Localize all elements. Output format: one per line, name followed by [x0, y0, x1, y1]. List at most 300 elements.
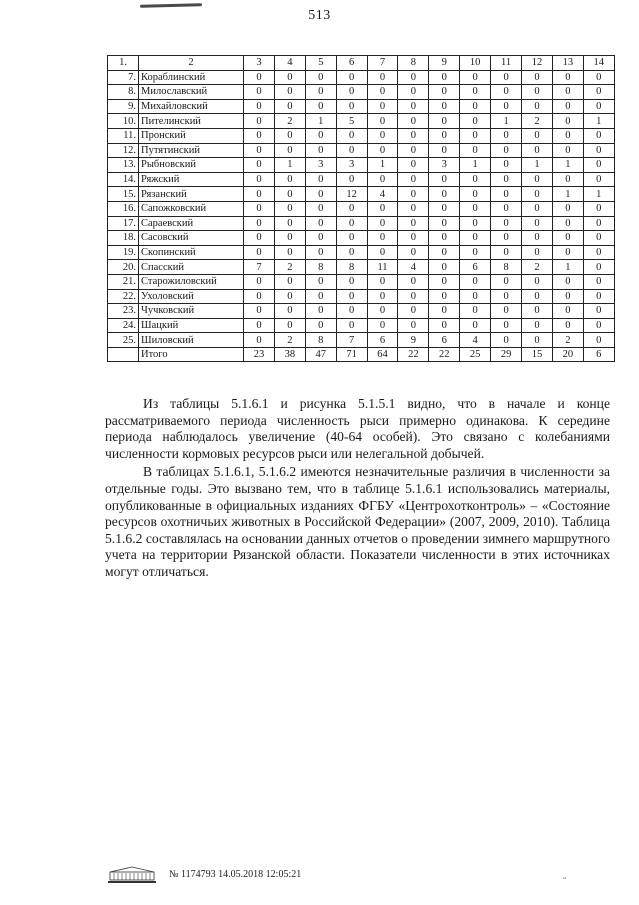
value-cell: 0	[274, 274, 305, 289]
value-cell: 0	[491, 333, 522, 348]
value-cell: 0	[491, 143, 522, 158]
value-cell: 0	[429, 216, 460, 231]
table-row	[108, 158, 615, 173]
value-cell: 0	[244, 201, 275, 216]
value-cell: 0	[305, 128, 336, 143]
table-row	[108, 231, 615, 246]
value-cell: 1	[552, 260, 583, 275]
page-number: 513	[308, 8, 331, 23]
value-cell: 0	[460, 128, 491, 143]
value-cell: 1	[367, 158, 398, 173]
value-cell: 22	[398, 347, 429, 362]
value-cell: 0	[336, 85, 367, 100]
value-cell: 0	[274, 70, 305, 85]
value-cell: 0	[367, 99, 398, 114]
row-number-cell: 24.	[108, 318, 139, 333]
value-cell: 0	[522, 318, 553, 333]
value-cell: 0	[274, 318, 305, 333]
value-cell: 0	[522, 128, 553, 143]
value-cell: 0	[398, 114, 429, 129]
value-cell: 20	[552, 347, 583, 362]
value-cell: 0	[244, 70, 275, 85]
value-cell: 0	[429, 114, 460, 129]
value-cell: 0	[552, 172, 583, 187]
value-cell: 0	[552, 128, 583, 143]
value-cell: 0	[244, 143, 275, 158]
value-cell: 0	[244, 245, 275, 260]
value-cell: 0	[244, 231, 275, 246]
value-cell: 1	[274, 158, 305, 173]
value-cell: 0	[305, 143, 336, 158]
value-cell: 0	[552, 231, 583, 246]
value-cell: 1	[552, 158, 583, 173]
value-cell: 0	[552, 99, 583, 114]
table-row	[108, 216, 615, 231]
table-row	[108, 318, 615, 333]
value-cell: 0	[305, 99, 336, 114]
table-row	[108, 260, 615, 275]
value-cell: 0	[429, 128, 460, 143]
value-cell: 0	[429, 172, 460, 187]
value-cell: 0	[398, 318, 429, 333]
table-body	[108, 56, 615, 362]
value-cell: 0	[244, 318, 275, 333]
value-cell: 0	[522, 85, 553, 100]
table-row	[108, 143, 615, 158]
value-cell: 0	[491, 274, 522, 289]
district-name-cell: Шиловский	[139, 333, 244, 348]
value-cell: 0	[522, 99, 553, 114]
header-cell: 14	[583, 56, 614, 71]
value-cell: 0	[460, 245, 491, 260]
value-cell: 0	[305, 274, 336, 289]
value-cell: 0	[244, 158, 275, 173]
value-cell: 0	[552, 318, 583, 333]
value-cell: 0	[274, 245, 305, 260]
district-name-cell: Сапожковский	[139, 201, 244, 216]
row-number-cell: 20.	[108, 260, 139, 275]
value-cell: 0	[583, 85, 614, 100]
value-cell: 0	[305, 289, 336, 304]
value-cell: 0	[522, 289, 553, 304]
corner-mark: ᵕ	[563, 873, 567, 885]
value-cell: 0	[398, 274, 429, 289]
value-cell: 0	[491, 187, 522, 202]
value-cell: 0	[522, 187, 553, 202]
value-cell: 0	[336, 201, 367, 216]
value-cell: 0	[336, 318, 367, 333]
value-cell: 0	[491, 245, 522, 260]
row-number-cell: 8.	[108, 85, 139, 100]
value-cell: 7	[244, 260, 275, 275]
value-cell: 0	[552, 245, 583, 260]
value-cell: 0	[522, 304, 553, 319]
value-cell: 4	[460, 333, 491, 348]
value-cell: 0	[460, 70, 491, 85]
value-cell: 0	[491, 85, 522, 100]
district-name-cell: Сасовский	[139, 231, 244, 246]
value-cell: 0	[583, 274, 614, 289]
value-cell: 0	[460, 304, 491, 319]
header-cell: 7	[367, 56, 398, 71]
value-cell: 0	[552, 216, 583, 231]
value-cell: 0	[244, 128, 275, 143]
value-cell: 0	[305, 216, 336, 231]
value-cell: 71	[336, 347, 367, 362]
paragraph: В таблицах 5.1.6.1, 5.1.6.2 имеются незначительные различия в численности за отдельные годы. Это вызвано тем, что в таблице 5.1.6.1 использовались материалы, опубликованные в официальных изданиях ФГБУ «Центрохотконтроль» – «Состояние ресурсов охотничьих животных в Российской Федерации» (2007, 2009, 2010). Таблица 5.1.6.2 составлялась на основании данных отчетов о проведении зимнего маршрутного учета на территории Рязанской области. Показатели численности в этих источниках могут отличаться.	[105, 464, 610, 579]
value-cell: 0	[522, 274, 553, 289]
district-name-cell: Пителинский	[139, 114, 244, 129]
value-cell: 0	[274, 216, 305, 231]
value-cell: 0	[460, 85, 491, 100]
value-cell: 0	[274, 201, 305, 216]
value-cell: 0	[460, 99, 491, 114]
value-cell: 0	[429, 289, 460, 304]
table-row	[108, 114, 615, 129]
table-row	[108, 85, 615, 100]
value-cell: 0	[522, 216, 553, 231]
value-cell: 0	[398, 172, 429, 187]
value-cell: 0	[398, 216, 429, 231]
value-cell: 0	[367, 304, 398, 319]
value-cell: 0	[491, 201, 522, 216]
district-name-cell: Рязанский	[139, 187, 244, 202]
value-cell: 0	[336, 289, 367, 304]
value-cell: 0	[367, 85, 398, 100]
value-cell: 0	[429, 187, 460, 202]
value-cell: 0	[583, 70, 614, 85]
district-name-cell: Ухоловский	[139, 289, 244, 304]
value-cell: 0	[244, 99, 275, 114]
value-cell: 0	[429, 143, 460, 158]
row-number-cell: 13.	[108, 158, 139, 173]
value-cell: 0	[552, 114, 583, 129]
value-cell: 1	[491, 114, 522, 129]
header-cell: 10	[460, 56, 491, 71]
value-cell: 9	[398, 333, 429, 348]
value-cell: 0	[274, 99, 305, 114]
value-cell: 0	[305, 187, 336, 202]
row-number-cell: 18.	[108, 231, 139, 246]
value-cell: 0	[583, 172, 614, 187]
row-number-cell: 23.	[108, 304, 139, 319]
header-cell: 1.	[108, 56, 139, 71]
value-cell: 8	[305, 333, 336, 348]
value-cell: 0	[367, 172, 398, 187]
district-name-cell: Спасский	[139, 260, 244, 275]
value-cell: 1	[460, 158, 491, 173]
value-cell: 0	[583, 231, 614, 246]
value-cell: 0	[491, 318, 522, 333]
row-number-cell: 21.	[108, 274, 139, 289]
value-cell: 0	[583, 289, 614, 304]
value-cell: 0	[552, 143, 583, 158]
header-cell: 11	[491, 56, 522, 71]
body-text	[105, 396, 610, 583]
government-building-stamp-icon	[107, 866, 157, 884]
value-cell: 0	[583, 318, 614, 333]
value-cell: 0	[429, 304, 460, 319]
value-cell: 0	[552, 289, 583, 304]
value-cell: 0	[583, 304, 614, 319]
row-number-cell: 12.	[108, 143, 139, 158]
value-cell: 0	[305, 245, 336, 260]
value-cell: 0	[305, 318, 336, 333]
district-name-cell: Путятинский	[139, 143, 244, 158]
value-cell: 0	[244, 304, 275, 319]
district-name-cell: Михайловский	[139, 99, 244, 114]
value-cell: 0	[244, 274, 275, 289]
value-cell: 0	[491, 216, 522, 231]
document-registration-info: № 1174793 14.05.2018 12:05:21	[169, 869, 302, 880]
value-cell: 0	[367, 216, 398, 231]
value-cell: 23	[244, 347, 275, 362]
header-cell: 4	[274, 56, 305, 71]
value-cell: 0	[491, 158, 522, 173]
value-cell: 0	[429, 274, 460, 289]
value-cell: 0	[336, 99, 367, 114]
row-number-cell: 15.	[108, 187, 139, 202]
value-cell: 0	[336, 231, 367, 246]
value-cell: 0	[429, 99, 460, 114]
paragraph: Из таблицы 5.1.6.1 и рисунка 5.1.5.1 видно, что в начале и конце рассматриваемого периода численность рыси примерно одинакова. К середине периода наблюдалось увеличение (40-64 особей). Это связано с колебаниями численности кормовых ресурсов рыси или нелегальной добычей.	[105, 396, 610, 461]
table-row	[108, 289, 615, 304]
district-name-cell: Кораблинский	[139, 70, 244, 85]
data-table	[107, 55, 615, 362]
value-cell: 0	[274, 187, 305, 202]
value-cell: 0	[305, 70, 336, 85]
value-cell: 0	[460, 289, 491, 304]
document-footer	[107, 866, 527, 886]
value-cell: 0	[398, 187, 429, 202]
value-cell: 6	[460, 260, 491, 275]
value-cell: 2	[274, 260, 305, 275]
value-cell: 7	[336, 333, 367, 348]
value-cell: 0	[429, 260, 460, 275]
table-row	[108, 187, 615, 202]
header-cell: 6	[336, 56, 367, 71]
row-number-cell: 17.	[108, 216, 139, 231]
table-row	[108, 333, 615, 348]
value-cell: 0	[336, 70, 367, 85]
value-cell: 0	[367, 274, 398, 289]
value-cell: 1	[522, 158, 553, 173]
value-cell: 25	[460, 347, 491, 362]
header-row	[108, 56, 615, 71]
value-cell: 0	[429, 85, 460, 100]
value-cell: 0	[491, 289, 522, 304]
value-cell: 0	[274, 128, 305, 143]
header-cell: 13	[552, 56, 583, 71]
value-cell: 3	[305, 158, 336, 173]
value-cell: 0	[274, 172, 305, 187]
value-cell: 12	[336, 187, 367, 202]
value-cell: 0	[429, 201, 460, 216]
value-cell: 0	[244, 333, 275, 348]
value-cell: 0	[583, 143, 614, 158]
value-cell: 0	[491, 231, 522, 246]
value-cell: 1	[552, 187, 583, 202]
value-cell: 1	[583, 114, 614, 129]
table-row	[108, 201, 615, 216]
header-cell: 9	[429, 56, 460, 71]
value-cell: 8	[336, 260, 367, 275]
row-number-cell: 25.	[108, 333, 139, 348]
value-cell: 0	[398, 70, 429, 85]
value-cell: 0	[244, 289, 275, 304]
value-cell: 29	[491, 347, 522, 362]
value-cell: 0	[398, 289, 429, 304]
value-cell: 0	[429, 70, 460, 85]
row-number-cell: 11.	[108, 128, 139, 143]
value-cell: 0	[429, 231, 460, 246]
value-cell: 0	[244, 216, 275, 231]
value-cell: 0	[274, 231, 305, 246]
value-cell: 0	[305, 85, 336, 100]
value-cell: 0	[491, 99, 522, 114]
value-cell: 0	[244, 187, 275, 202]
header-cell: 2	[139, 56, 244, 71]
row-number-cell: 10.	[108, 114, 139, 129]
value-cell: 0	[460, 231, 491, 246]
value-cell: 6	[429, 333, 460, 348]
value-cell: 15	[522, 347, 553, 362]
value-cell: 0	[522, 143, 553, 158]
value-cell: 8	[305, 260, 336, 275]
value-cell: 22	[429, 347, 460, 362]
value-cell: 0	[491, 70, 522, 85]
value-cell: 0	[305, 231, 336, 246]
value-cell: 0	[583, 201, 614, 216]
value-cell: 0	[305, 201, 336, 216]
row-number-cell: 22.	[108, 289, 139, 304]
value-cell: 0	[460, 114, 491, 129]
district-name-cell: Ряжский	[139, 172, 244, 187]
value-cell: 0	[460, 318, 491, 333]
table-row	[108, 99, 615, 114]
district-name-cell: Скопинский	[139, 245, 244, 260]
value-cell: 0	[398, 128, 429, 143]
value-cell: 8	[491, 260, 522, 275]
value-cell: 0	[398, 85, 429, 100]
value-cell: 0	[274, 289, 305, 304]
value-cell: 0	[336, 274, 367, 289]
value-cell: 0	[367, 245, 398, 260]
value-cell: 0	[336, 128, 367, 143]
table-row	[108, 245, 615, 260]
value-cell: 1	[305, 114, 336, 129]
district-name-cell: Шацкий	[139, 318, 244, 333]
table-row	[108, 274, 615, 289]
value-cell: 0	[305, 304, 336, 319]
value-cell: 0	[336, 245, 367, 260]
value-cell: 0	[460, 274, 491, 289]
value-cell: 4	[367, 187, 398, 202]
value-cell: 0	[460, 201, 491, 216]
value-cell: 4	[398, 260, 429, 275]
value-cell: 0	[552, 70, 583, 85]
value-cell: 0	[398, 231, 429, 246]
value-cell: 0	[491, 128, 522, 143]
value-cell: 0	[336, 304, 367, 319]
value-cell: 0	[336, 216, 367, 231]
header-cell: 12	[522, 56, 553, 71]
header-cell: 3	[244, 56, 275, 71]
value-cell: 0	[367, 114, 398, 129]
value-cell: 0	[367, 231, 398, 246]
value-cell: 0	[398, 143, 429, 158]
value-cell: 0	[336, 172, 367, 187]
district-name-cell: Милославский	[139, 85, 244, 100]
district-name-cell: Рыбновский	[139, 158, 244, 173]
value-cell: 0	[244, 172, 275, 187]
value-cell: 0	[367, 289, 398, 304]
value-cell: 0	[305, 172, 336, 187]
value-cell: 3	[429, 158, 460, 173]
value-cell: 0	[274, 85, 305, 100]
row-number-cell	[108, 347, 139, 362]
value-cell: 0	[583, 99, 614, 114]
value-cell: 0	[398, 304, 429, 319]
value-cell: 0	[429, 245, 460, 260]
district-name-cell: Чучковский	[139, 304, 244, 319]
header-cell: 5	[305, 56, 336, 71]
value-cell: 38	[274, 347, 305, 362]
value-cell: 0	[244, 114, 275, 129]
value-cell: 0	[274, 304, 305, 319]
value-cell: 0	[460, 187, 491, 202]
value-cell: 0	[398, 201, 429, 216]
value-cell: 0	[367, 128, 398, 143]
value-cell: 47	[305, 347, 336, 362]
district-name-cell: Пронский	[139, 128, 244, 143]
row-number-cell: 9.	[108, 99, 139, 114]
value-cell: 5	[336, 114, 367, 129]
value-cell: 0	[583, 216, 614, 231]
value-cell: 0	[583, 158, 614, 173]
value-cell: 0	[552, 274, 583, 289]
value-cell: 0	[274, 143, 305, 158]
district-name-cell: Сараевский	[139, 216, 244, 231]
value-cell: 0	[491, 304, 522, 319]
value-cell: 0	[583, 245, 614, 260]
value-cell: 0	[336, 143, 367, 158]
value-cell: 0	[367, 201, 398, 216]
value-cell: 0	[429, 318, 460, 333]
row-number-cell: 16.	[108, 201, 139, 216]
value-cell: 0	[583, 128, 614, 143]
value-cell: 0	[398, 158, 429, 173]
row-number-cell: 14.	[108, 172, 139, 187]
value-cell: 2	[552, 333, 583, 348]
district-name-cell: Старожиловский	[139, 274, 244, 289]
value-cell: 2	[274, 333, 305, 348]
value-cell: 0	[367, 143, 398, 158]
value-cell: 6	[367, 333, 398, 348]
value-cell: 2	[522, 260, 553, 275]
value-cell: 1	[583, 187, 614, 202]
value-cell: 0	[522, 201, 553, 216]
total-row	[108, 347, 615, 362]
value-cell: 0	[522, 70, 553, 85]
district-name-cell: Итого	[139, 347, 244, 362]
table-row	[108, 128, 615, 143]
value-cell: 11	[367, 260, 398, 275]
table-row	[108, 172, 615, 187]
header-cell: 8	[398, 56, 429, 71]
value-cell: 0	[398, 245, 429, 260]
value-cell: 0	[244, 85, 275, 100]
